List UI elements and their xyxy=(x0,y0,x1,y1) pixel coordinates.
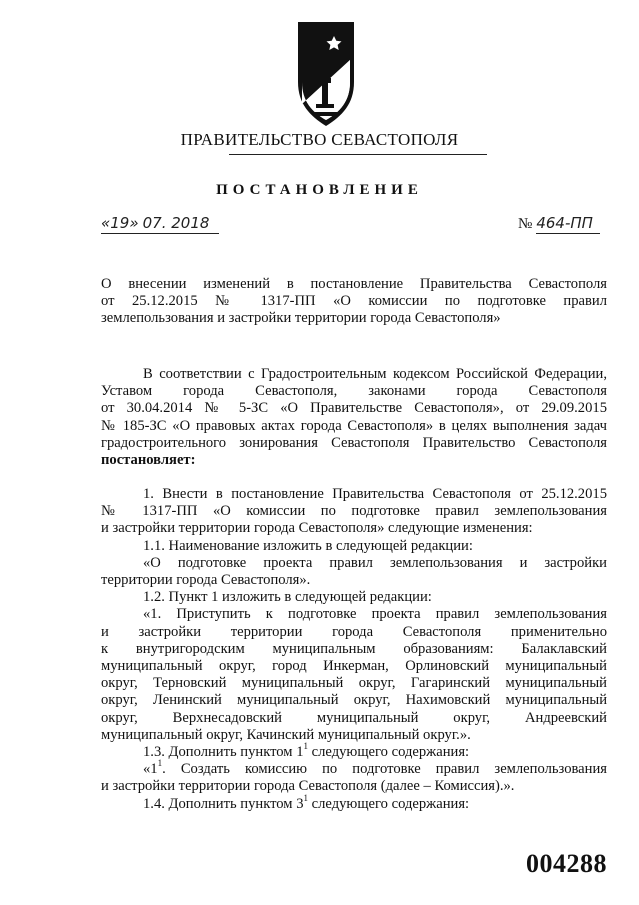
document-body xyxy=(101,486,607,813)
item-1-4 xyxy=(101,792,607,813)
item-1-3-superscript: 1 xyxy=(303,741,308,752)
title-line: землепользования и застройки территории города Севастополя» xyxy=(101,310,501,327)
title-line: О внесении изменений в постановление Правительства Севастополя xyxy=(101,276,607,292)
date-open-quote: « xyxy=(101,214,111,232)
preamble-line: от 30.04.2014 № 5-ЗС «О Правительстве Севастополя», от 29.09.2015 xyxy=(101,400,607,417)
item-1-2-text-line: к внутригородским муниципальным образованиям: Балаклавский xyxy=(101,640,607,657)
organization-name: ПРАВИТЕЛЬСТВО СЕВАСТОПОЛЯ xyxy=(180,130,459,149)
number-value: 464-ПП xyxy=(536,214,593,232)
resolves-word: постановляет: xyxy=(101,452,196,469)
item-1-2: 1.2. Пункт 1 изложить в следующей редакции: xyxy=(143,589,432,606)
item-1-4-before: 1.4. Дополнить пунктом 3 xyxy=(143,795,304,812)
document-type: ПОСТАНОВЛЕНИЕ xyxy=(216,182,423,198)
document-number xyxy=(518,214,593,233)
item-1-4-after: следующего содержания: xyxy=(308,795,470,812)
preamble-line: Уставом города Севастополя, законами города Севастополя xyxy=(101,383,607,400)
document-date xyxy=(101,214,227,233)
date-underline xyxy=(101,233,219,234)
item-1-2-text-line: округ, Верхнесадовский муниципальный округ, Андреевский xyxy=(101,709,607,726)
coat-of-arms-emblem xyxy=(294,20,358,128)
item-1-line: и застройки территории города Севастополя» следующие изменения: xyxy=(101,520,533,537)
item-1-line: 1. Внести в постановление Правительства Севастополя от 25.12.2015 xyxy=(143,486,607,502)
item-1-2-text-line: муниципальный округ, город Инкерман, Орлиновский муниципальный xyxy=(101,658,607,675)
item-1-3-text-line xyxy=(101,758,607,778)
date-month-year: 07. 2018 xyxy=(142,214,210,232)
item-1-1: 1.1. Наименование изложить в следующей редакции: xyxy=(143,537,473,554)
title-line: от 25.12.2015 № 1317-ПП «О комиссии по подготовке правил xyxy=(101,293,607,310)
date-day: 19 xyxy=(110,214,130,232)
item-1-1-text-line: «О подготовке проекта правил землепользования и застройки xyxy=(143,554,607,571)
date-close-quote: » xyxy=(129,214,139,232)
number-prefix: № xyxy=(518,216,533,232)
item-1-3-before: 1.3. Дополнить пунктом 1 xyxy=(143,744,304,761)
item-1-1-text-line: территории города Севастополя». xyxy=(101,572,311,589)
item-1-3-text-superscript: 1 xyxy=(157,758,163,769)
preamble-line: В соответствии с Градостроительным кодексом Российской Федерации, xyxy=(143,366,607,382)
item-1-4-superscript: 1 xyxy=(303,792,308,803)
preamble xyxy=(101,366,607,469)
item-1-2-text-line: и застройки территории города Севастополя применительно xyxy=(101,623,607,640)
document-title xyxy=(101,276,607,328)
item-1-3-text-line: и застройки территории города Севастополя (далее – Комиссия).». xyxy=(101,778,515,795)
item-1-2-text-line: муниципальный округ, Качинский муниципальный округ.». xyxy=(101,726,471,743)
preamble-line: № 185-ЗС «О правовых актах города Севастополя» в целях выполнения задач xyxy=(101,417,607,434)
organization-underline xyxy=(229,154,487,155)
item-1-2-text-line: «1. Приступить к подготовке проекта правил землепользования xyxy=(143,606,607,623)
preamble-line: градостроительного зонирования Севастополя Правительство Севастополя xyxy=(101,434,607,451)
item-1-3-text-open: «1 xyxy=(143,761,158,778)
item-1-3-after: следующего содержания: xyxy=(308,744,470,761)
item-1-2-text-line: округ, Ленинский муниципальный округ, Нахимовский муниципальный xyxy=(101,692,607,709)
item-1-3-text-first: . Создать комиссию по подготовке правил землепользования xyxy=(162,761,607,778)
item-1-line: № 1317-ПП «О комиссии по подготовке правил землепользования xyxy=(101,503,607,520)
number-underline xyxy=(536,233,600,234)
item-1-2-text-line: округ, Терновский муниципальный округ, Гагаринский муниципальный xyxy=(101,675,607,692)
serial-number: 004288 xyxy=(526,849,607,878)
item-1-3 xyxy=(101,741,607,761)
